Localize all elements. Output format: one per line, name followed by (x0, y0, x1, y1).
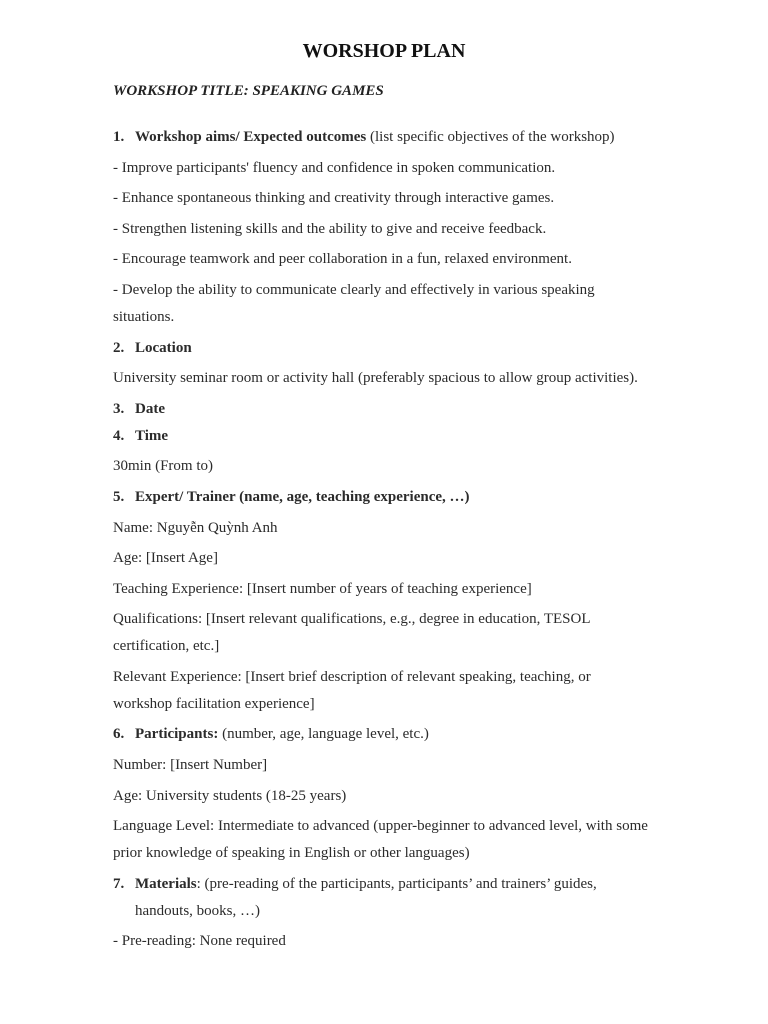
section-4-heading (113, 427, 168, 445)
section-5-heading (113, 488, 470, 506)
section-heading-text: Location (135, 340, 192, 356)
section-number: 7. (113, 876, 125, 892)
section-number: 4. (113, 428, 125, 444)
aim-line: - Strengthen listening skills and the ability to give and receive feedback. (113, 221, 547, 237)
section-heading-text: Expert/ Trainer (name, age, teaching experience, …) (135, 489, 470, 505)
participants-language-level: Language Level: Intermediate to advanced (upper-beginner to advanced level, with some (113, 818, 648, 834)
section-note: (number, age, language level, etc.) (218, 726, 429, 742)
workshop-title: WORKSHOP TITLE: SPEAKING GAMES (113, 83, 384, 99)
section-heading-text: Date (135, 401, 165, 417)
aim-line: - Improve participants' fluency and confidence in spoken communication. (113, 160, 556, 176)
section-7-heading (113, 875, 597, 893)
section-number: 2. (113, 340, 125, 356)
trainer-name: Name: Nguyễn Quỳnh Anh (113, 520, 278, 536)
section-6-heading (113, 725, 429, 743)
participants-number: Number: [Insert Number] (113, 757, 268, 773)
trainer-relevant-experience-cont: workshop facilitation experience] (113, 696, 315, 712)
section-1-heading (113, 128, 615, 146)
aim-line: situations. (113, 309, 175, 325)
trainer-qualifications-cont: certification, etc.] (113, 638, 220, 654)
aim-line: - Encourage teamwork and peer collaboration in a fun, relaxed environment. (113, 251, 572, 267)
aim-line: - Enhance spontaneous thinking and creativity through interactive games. (113, 190, 555, 206)
section-heading-text: Materials (135, 876, 197, 892)
participants-language-level-cont: prior knowledge of speaking in English or other languages) (113, 845, 470, 861)
aim-line: - Develop the ability to communicate clearly and effectively in various speaking (113, 282, 595, 298)
section-heading-text: Time (135, 428, 169, 444)
section-7-note-continuation: handouts, books, …) (135, 903, 260, 919)
trainer-age: Age: [Insert Age] (113, 550, 218, 566)
section-heading-text: Workshop aims/ Expected outcomes (135, 129, 367, 145)
time-text: 30min (From to) (113, 458, 213, 474)
section-2-heading (113, 339, 192, 357)
section-note: (list specific objectives of the workshop) (366, 129, 615, 145)
section-number: 3. (113, 401, 125, 417)
materials-pre-reading: - Pre-reading: None required (113, 933, 286, 949)
trainer-relevant-experience: Relevant Experience: [Insert brief description of relevant speaking, teaching, or (113, 669, 591, 685)
participants-age: Age: University students (18-25 years) (113, 788, 347, 804)
section-3-heading (113, 400, 165, 418)
section-number: 5. (113, 489, 125, 505)
location-text: University seminar room or activity hall (preferably spacious to allow group activities). (113, 370, 638, 386)
document-title: WORSHOP PLAN (302, 40, 466, 62)
section-number: 6. (113, 726, 125, 742)
section-number: 1. (113, 129, 125, 145)
section-note: : (pre-reading of the participants, participants’ and trainers’ guides, (196, 876, 597, 892)
section-heading-text: Participants: (135, 726, 219, 742)
trainer-qualifications: Qualifications: [Insert relevant qualifications, e.g., degree in education, TESOL (113, 611, 591, 627)
trainer-experience: Teaching Experience: [Insert number of years of teaching experience] (113, 581, 532, 597)
